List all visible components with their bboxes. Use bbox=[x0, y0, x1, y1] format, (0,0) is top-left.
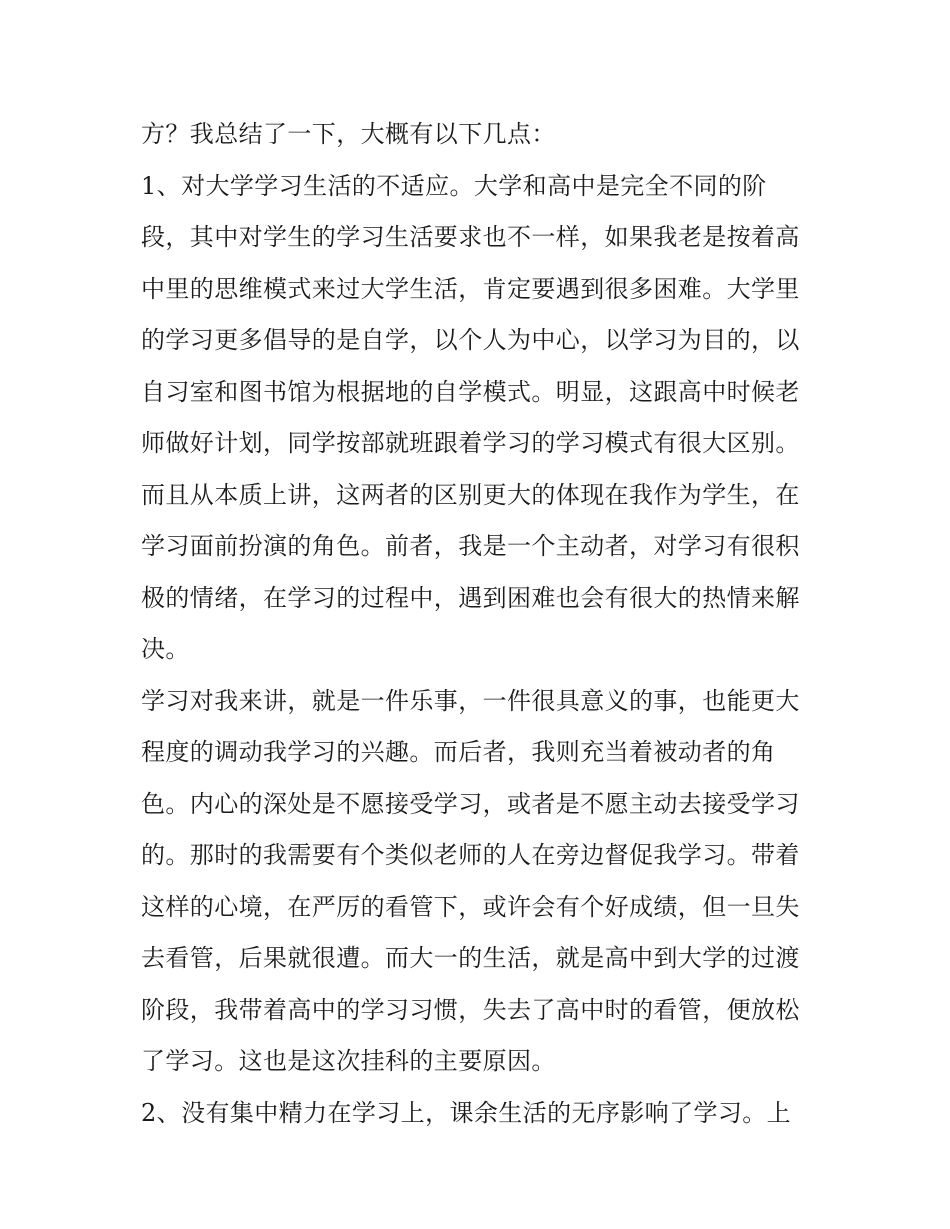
text-line: 的。那时的我需要有个类似老师的人在旁边督促我学习。带着 bbox=[141, 841, 800, 869]
text-line: 而且从本质上讲，这两者的区别更大的体现在我作为学生，在 bbox=[141, 480, 800, 509]
text-line: 学习面前扮演的角色。前者，我是一个主动者，对学习有很积 bbox=[141, 532, 800, 560]
text-line: 程度的调动我学习的兴趣。而后者，我则充当着被动者的角 bbox=[141, 738, 776, 766]
text-line: 这样的心境，在严厉的看管下，或许会有个好成绩，但一旦失 bbox=[141, 892, 800, 921]
text-line: 2、没有集中精力在学习上，课余生活的无序影响了学习。上 bbox=[141, 1098, 792, 1127]
text-line: 师做好计划，同学按部就班跟着学习的学习模式有很大区别。 bbox=[141, 429, 800, 457]
text-line: 的学习更多倡导的是自学，以个人为中心，以学习为目的，以 bbox=[141, 326, 800, 354]
text-line: 段，其中对学生的学习生活要求也不一样，如果我老是按着高 bbox=[141, 223, 800, 251]
text-line: 自习室和图书馆为根据地的自学模式。明显，这跟高中时候老 bbox=[141, 377, 800, 406]
text-line: 极的情绪，在学习的过程中，遇到困难也会有很大的热情来解 bbox=[141, 583, 800, 612]
text-line: 了学习。这也是这次挂科的主要原因。 bbox=[141, 1047, 556, 1075]
text-line: 1、对大学学习生活的不适应。大学和高中是完全不同的阶 bbox=[141, 171, 767, 200]
text-line: 阶段，我带着高中的学习习惯，失去了高中时的看管，便放松 bbox=[141, 995, 800, 1024]
text-line: 中里的思维模式来过大学生活，肯定要遇到很多困难。大学里 bbox=[141, 274, 800, 303]
text-line: 色。内心的深处是不愿接受学习，或者是不愿主动去接受学习 bbox=[141, 789, 800, 818]
text-line: 决。 bbox=[141, 635, 190, 663]
text-line: 去看管，后果就很遭。而大一的生活，就是高中到大学的过渡 bbox=[141, 944, 800, 972]
text-line: 方？我总结了一下，大概有以下几点： bbox=[141, 120, 556, 148]
text-line: 学习对我来讲，就是一件乐事，一件很具意义的事，也能更大 bbox=[141, 686, 800, 715]
body-text bbox=[141, 109, 821, 1139]
